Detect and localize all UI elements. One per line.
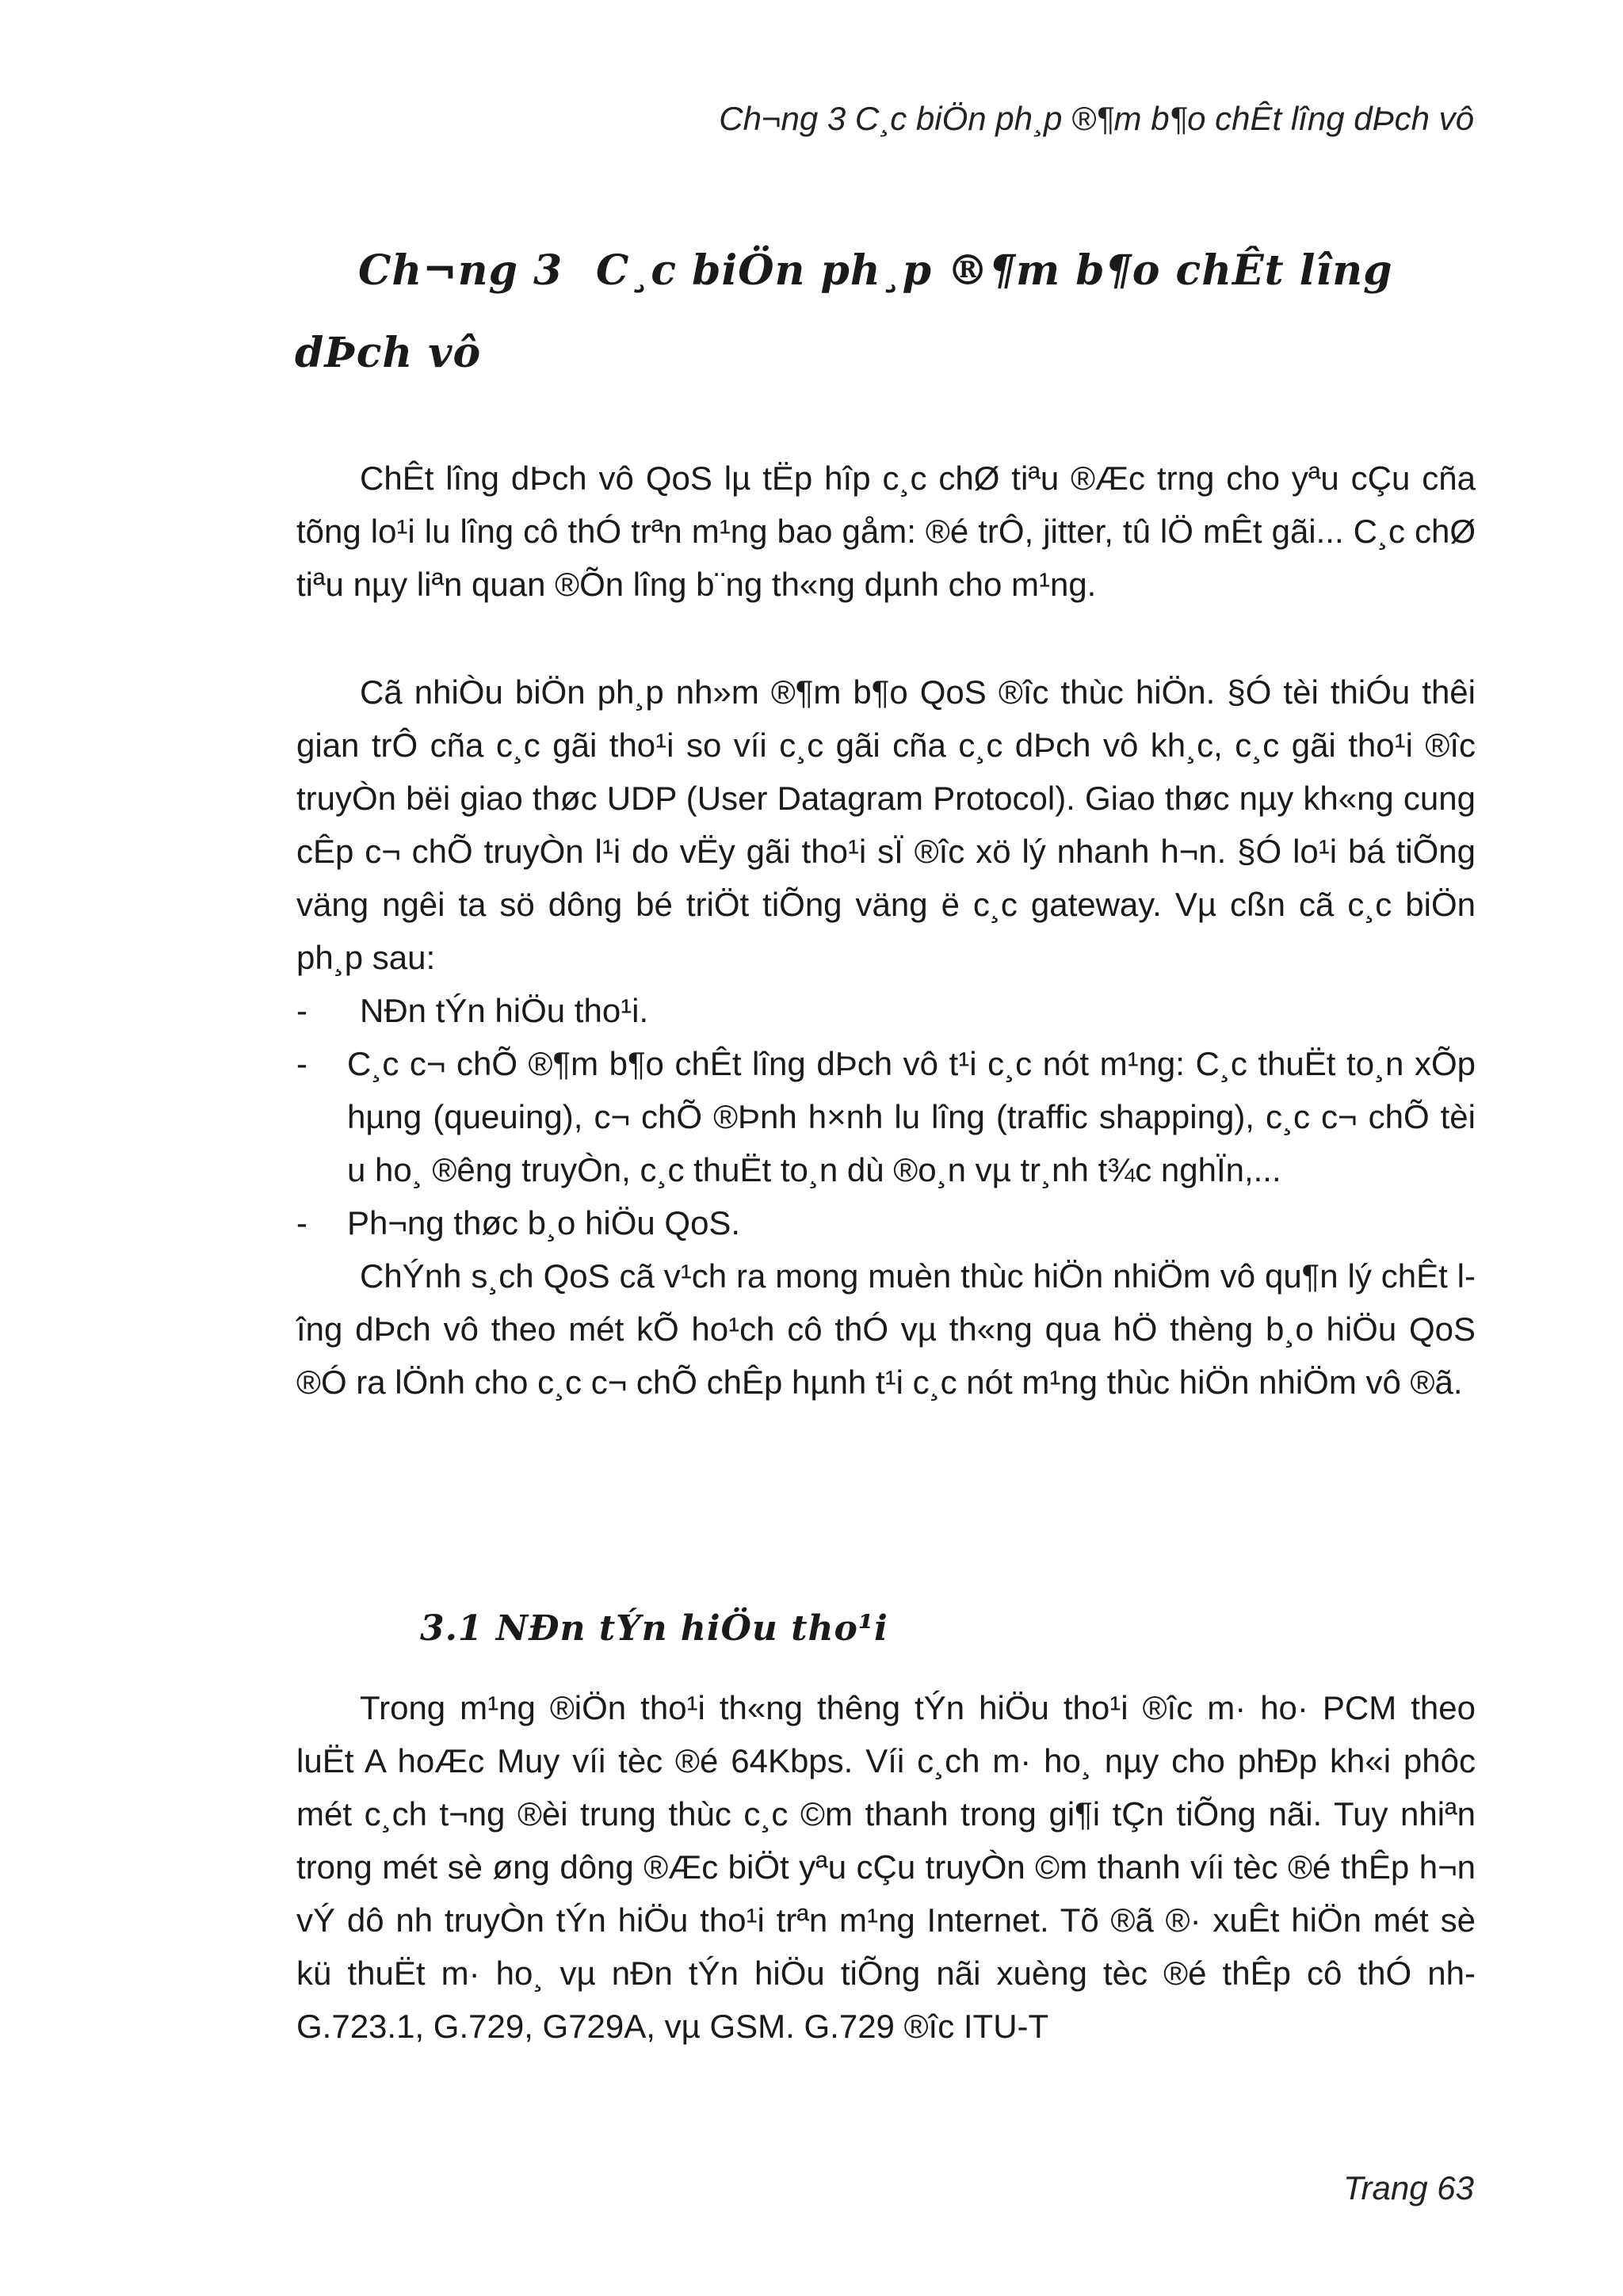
chapter-title-text: C¸c biÖn ph¸p ®¶m b¶o chÊt lîng (596, 246, 1393, 295)
paragraph-voice-compression: Trong m¹ng ®iÖn tho¹i th«ng thêng tÝn hiÖu tho¹i ®îc m· ho· PCM theo luËt A hoÆc Muy víi tèc ®é 64Kbps. Víi c¸ch m· ho¸ nµy cho phÐp kh«i phôc mét c¸ch t¬ng ®èi trung thùc c¸c ©m thanh trong gi¶i tÇn tiÕng nãi. Tuy nhiªn trong mét sè øng dông ®Æc biÖt yªu cÇu truyÒn ©m thanh víi tèc ®é thÊp h¬n vÝ dô nh truyÒn tÝn hiÖu tho¹i trªn m¹ng Internet. Tõ ®ã ®· xuÊt hiÖn mét sè kü thuËt m· ho¸ vµ nÐn tÝn hiÖu tiÕng nãi xuèng tèc ®é thÊp cô thÓ nh G.723.1, G.729, G729A, vµ GSM. G.729 ®îc ITU-T (296, 1689, 1476, 2045)
chapter-title-line2: dÞch vô (295, 329, 482, 377)
list-item: - Ph¬ng thøc b¸o hiÖu QoS. (296, 1196, 1476, 1249)
list-dash: - (296, 1204, 307, 1241)
chapter-title-line1 (295, 230, 1476, 312)
chapter-title (295, 230, 1476, 395)
page-number: Trang 63 (1343, 2169, 1474, 2206)
intro-paragraph-block (296, 452, 1476, 611)
list-item: - NÐn tÝn hiÖu tho¹i. (296, 984, 1476, 1037)
list-item: - C¸c c¬ chÕ ®¶m b¶o chÊt lîng dÞch vô t¹i c¸c nót m¹ng: C¸c thuËt to¸n xÕp hµng (queuing), c¬ chÕ ®Þnh h×nh lu lîng (traffic shapping), c¸c c¬ chÕ tèi u ho¸ ®êng truyÒn, c¸c thuËt to¸n dù ®o¸n vµ tr¸nh t¾c nghÏn,... (296, 1037, 1476, 1196)
measures-list (296, 984, 1476, 1249)
running-header: Ch¬ng 3 C¸c biÖn ph¸p ®¶m b¶o chÊt lîng dÞch vô (719, 100, 1474, 137)
section-heading: 3.1 NÐn tÝn hiÖu tho¹i (420, 1608, 888, 1649)
section-body-block (296, 1681, 1476, 2053)
list-dash: - (296, 992, 307, 1029)
measures-block (296, 666, 1476, 1409)
paragraph-qos-policy: ChÝnh s¸ch QoS cã v¹ch ra mong muèn thùc hiÖn nhiÖm vô qu¶n lý chÊt lîng dÞch vô theo mét kÕ ho¹ch cô thÓ vµ th«ng qua hÖ thèng b¸o hiÖu QoS ®Ó ra lÖnh cho c¸c c¬ chÕ chÊp hµnh t¹i c¸c nót m¹ng thùc hiÖn nhiÖm vô ®ã. (296, 1257, 1476, 1401)
paragraph-qos-measures: Cã nhiÒu biÖn ph¸p nh»m ®¶m b¶o QoS ®îc thùc hiÖn. §Ó tèi thiÓu thêi gian trÔ cña c¸c gãi tho¹i so víi c¸c gãi cña c¸c dÞch vô kh¸c, c¸c gãi tho¹i ®îc truyÒn bëi giao thøc UDP (User Datagram Protocol). Giao thøc nµy kh«ng cung cÊp c¬ chÕ truyÒn l¹i do vËy gãi tho¹i sÏ ®îc xö lý nhanh h¬n. §Ó lo¹i bá tiÕng väng ngêi ta sö dông bé triÖt tiÕng väng ë c¸c gateway. Vµ cßn cã c¸c biÖn ph¸p sau: (296, 673, 1476, 976)
paragraph-qos-definition: ChÊt lîng dÞch vô QoS lµ tËp hîp c¸c chØ tiªu ®Æc trng cho yªu cÇu cña tõng lo¹i lu lîng cô thÓ trªn m¹ng bao gåm: ®é trÔ, jitter, tû lÖ mÊt gãi... C¸c chØ tiªu nµy liªn quan ®Õn lîng b¨ng th«ng dµnh cho m¹ng. (296, 460, 1476, 603)
list-dash: - (296, 1045, 307, 1082)
chapter-number: Ch¬ng 3 (358, 246, 563, 295)
